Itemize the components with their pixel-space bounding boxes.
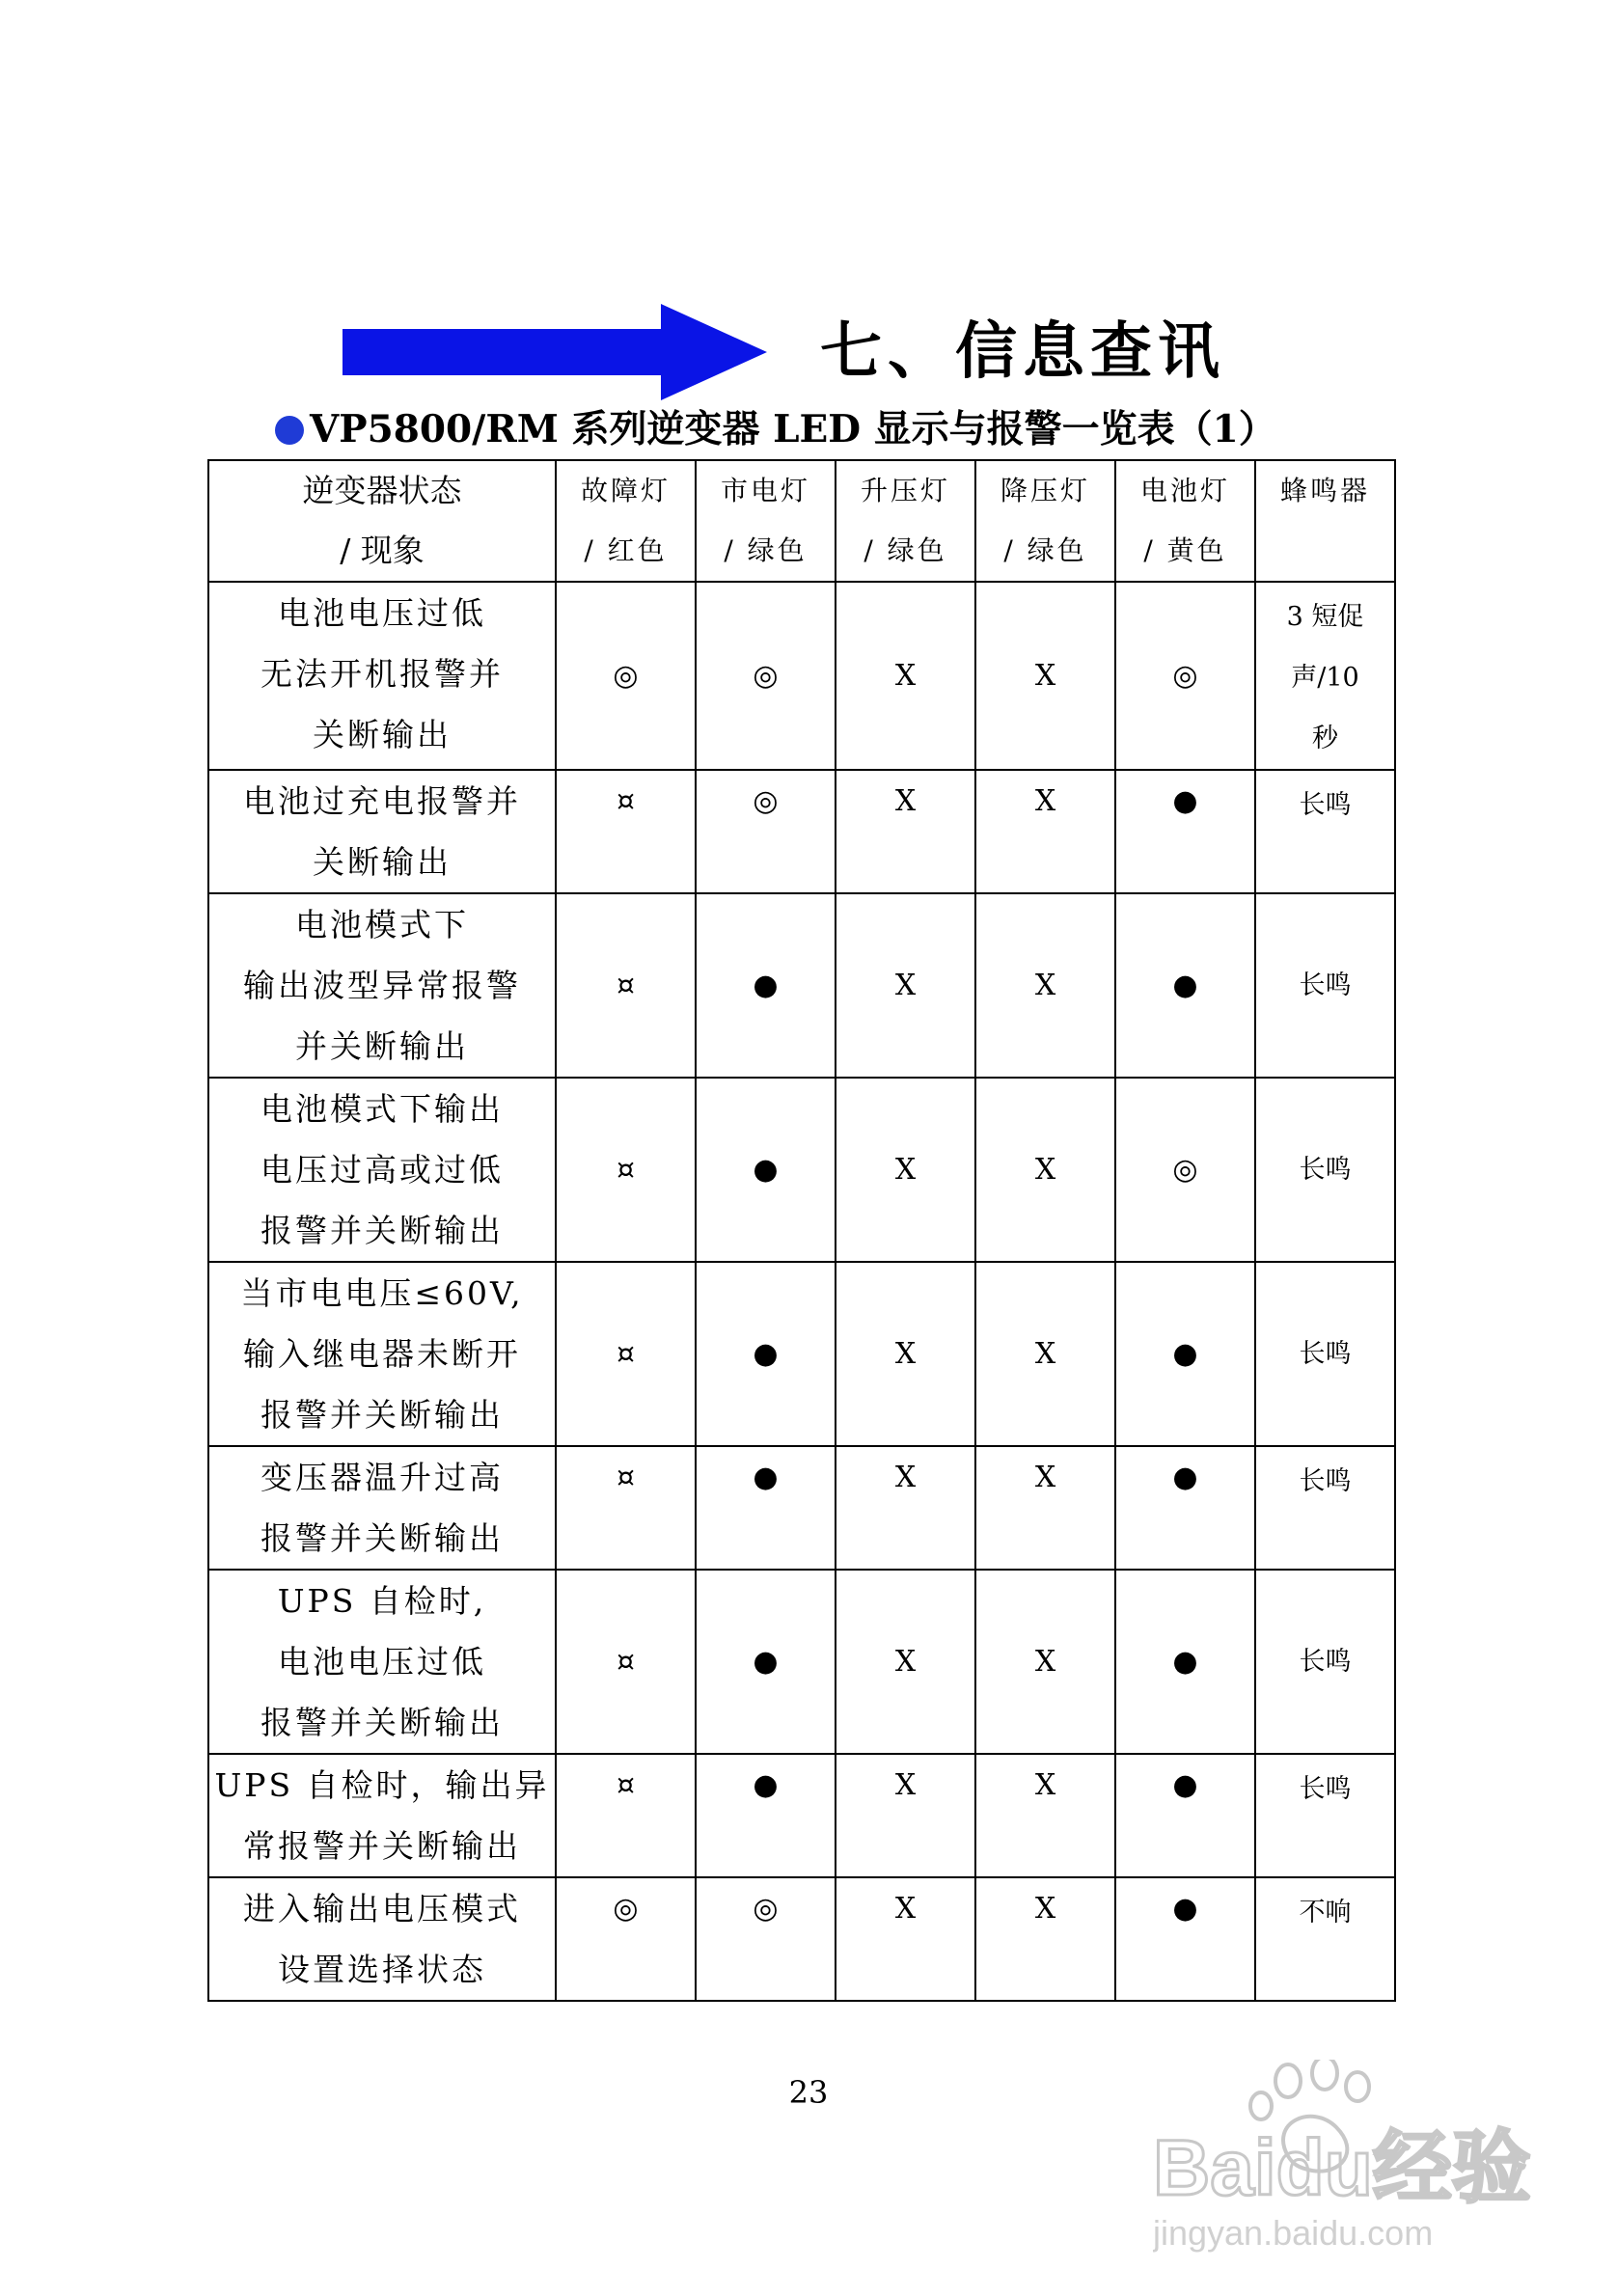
table-row — [208, 1446, 1395, 1570]
column-header — [1255, 460, 1395, 582]
led-indicator-cell: X — [975, 1754, 1115, 1877]
table-row — [208, 1262, 1395, 1446]
cell-line: 电池电压过低 — [278, 594, 486, 632]
cell-line: 长鸣 — [1299, 790, 1352, 820]
right-arrow-icon — [343, 304, 767, 400]
column-header — [975, 460, 1115, 582]
cell-line: 报警并关断输出 — [260, 1519, 504, 1557]
table-row — [208, 1877, 1395, 2001]
led-indicator-cell: X — [975, 582, 1115, 770]
state-cell — [208, 582, 556, 770]
cell-line: 长鸣 — [1299, 970, 1352, 1000]
led-indicator-cell: ¤ — [556, 893, 696, 1078]
cell-line: 电池灯 — [1139, 475, 1230, 506]
led-indicator-cell: ● — [1115, 893, 1255, 1078]
led-indicator-cell: ◎ — [1115, 582, 1255, 770]
led-indicator-cell: ◎ — [556, 582, 696, 770]
led-indicator-cell: ● — [1115, 1262, 1255, 1446]
cell-line: 升压灯 — [860, 475, 950, 506]
buzzer-cell — [1255, 893, 1395, 1078]
led-indicator-cell: ● — [696, 893, 836, 1078]
led-indicator-cell: ¤ — [556, 1078, 696, 1262]
column-header — [556, 460, 696, 582]
state-cell — [208, 1446, 556, 1570]
cell-line: 电池模式下输出 — [260, 1090, 504, 1128]
led-indicator-cell: ● — [1115, 1446, 1255, 1570]
led-indicator-cell: ◎ — [696, 770, 836, 893]
buzzer-cell — [1255, 1754, 1395, 1877]
cell-line: 输入继电器未断开 — [243, 1335, 521, 1373]
section-title: 七、信息查讯 — [820, 315, 1225, 388]
cell-line: / 绿色 — [1003, 534, 1087, 566]
cell-line: 不响 — [1299, 1898, 1352, 1927]
cell-line: / 绿色 — [863, 534, 947, 566]
cell-line: / 现象 — [340, 532, 425, 569]
led-indicator-cell: X — [975, 893, 1115, 1078]
column-header — [1115, 460, 1255, 582]
led-indicator-cell: X — [975, 1877, 1115, 2001]
cell-line: UPS 自检时, — [277, 1582, 487, 1620]
buzzer-cell — [1255, 1446, 1395, 1570]
led-indicator-cell: ¤ — [556, 1446, 696, 1570]
buzzer-cell — [1255, 582, 1395, 770]
cell-line: 电池电压过低 — [278, 1643, 486, 1681]
cell-line: 当市电电压≤60V, — [240, 1274, 524, 1312]
cell-line: 声/10 — [1291, 663, 1359, 693]
led-alarm-table — [207, 459, 1396, 2002]
state-cell — [208, 1078, 556, 1262]
led-indicator-cell: X — [975, 1570, 1115, 1754]
state-cell — [208, 1570, 556, 1754]
cell-line: 市电灯 — [720, 475, 810, 506]
table-row — [208, 893, 1395, 1078]
table-row — [208, 1570, 1395, 1754]
cell-line: 长鸣 — [1299, 1774, 1352, 1804]
led-indicator-cell: ◎ — [696, 582, 836, 770]
cell-line: 电池过充电报警并 — [243, 782, 521, 820]
led-indicator-cell: ● — [696, 1754, 836, 1877]
table-row — [208, 770, 1395, 893]
led-indicator-cell: ● — [1115, 770, 1255, 893]
state-cell — [208, 1754, 556, 1877]
led-indicator-cell: X — [975, 770, 1115, 893]
led-indicator-cell: ● — [696, 1078, 836, 1262]
table-caption — [275, 400, 1276, 458]
cell-line: 蜂鸣器 — [1279, 475, 1370, 506]
table-row — [208, 1754, 1395, 1877]
buzzer-cell — [1255, 1877, 1395, 2001]
led-indicator-cell: X — [836, 1570, 975, 1754]
led-indicator-cell: ● — [696, 1446, 836, 1570]
led-indicator-cell: X — [836, 1877, 975, 2001]
led-indicator-cell: ● — [1115, 1570, 1255, 1754]
led-indicator-cell: ● — [1115, 1877, 1255, 2001]
buzzer-cell — [1255, 770, 1395, 893]
buzzer-cell — [1255, 1570, 1395, 1754]
led-indicator-cell: ● — [696, 1570, 836, 1754]
led-indicator-cell: ¤ — [556, 770, 696, 893]
led-indicator-cell: X — [836, 893, 975, 1078]
cell-line: 降压灯 — [1000, 475, 1090, 506]
cell-line: 进入输出电压模式 — [243, 1890, 521, 1927]
cell-line: 长鸣 — [1299, 1466, 1352, 1496]
section-header — [343, 304, 1225, 400]
table-caption-text: VP5800/RM 系列逆变器 LED 显示与报警一览表（1） — [310, 407, 1276, 451]
page-number: 23 — [788, 2074, 829, 2111]
cell-line: 常报警并关断输出 — [243, 1827, 521, 1865]
cell-line: / 黄色 — [1143, 534, 1227, 566]
led-indicator-cell: ◎ — [556, 1877, 696, 2001]
buzzer-cell — [1255, 1262, 1395, 1446]
led-indicator-cell: X — [975, 1078, 1115, 1262]
led-indicator-cell: X — [836, 1754, 975, 1877]
state-cell — [208, 893, 556, 1078]
cell-line: / 绿色 — [724, 534, 808, 566]
baidu-jingyan-watermark — [1153, 2060, 1539, 2253]
cell-line: 3 短促 — [1286, 602, 1364, 632]
led-indicator-cell: X — [836, 1262, 975, 1446]
led-indicator-cell: X — [836, 770, 975, 893]
cell-line: 关断输出 — [313, 716, 452, 753]
header-row — [208, 460, 1395, 582]
state-cell — [208, 770, 556, 893]
cell-line: 长鸣 — [1299, 1339, 1352, 1369]
led-indicator-cell: X — [975, 1446, 1115, 1570]
cell-line: 长鸣 — [1299, 1647, 1352, 1677]
led-indicator-cell: X — [975, 1262, 1115, 1446]
cell-line: 关断输出 — [313, 843, 452, 881]
cell-line: 输出波型异常报警 — [243, 967, 521, 1004]
table-row — [208, 582, 1395, 770]
column-header — [208, 460, 556, 582]
buzzer-cell — [1255, 1078, 1395, 1262]
led-indicator-cell: X — [836, 582, 975, 770]
led-indicator-cell: ¤ — [556, 1262, 696, 1446]
led-indicator-cell: ¤ — [556, 1754, 696, 1877]
watermark-brand: Baidu经验 — [1153, 2124, 1531, 2212]
state-cell — [208, 1877, 556, 2001]
led-indicator-cell: ● — [696, 1262, 836, 1446]
cell-line: 并关断输出 — [295, 1027, 469, 1065]
cell-line: 故障灯 — [580, 475, 671, 506]
column-header — [836, 460, 975, 582]
watermark-url: jingyan.baidu.com — [1153, 2213, 1434, 2253]
table-row — [208, 1078, 1395, 1262]
cell-line: 无法开机报警并 — [260, 655, 504, 693]
led-indicator-cell: ● — [1115, 1754, 1255, 1877]
led-indicator-cell: ¤ — [556, 1570, 696, 1754]
cell-line: 长鸣 — [1299, 1155, 1352, 1185]
column-header — [696, 460, 836, 582]
led-indicator-cell: ◎ — [696, 1877, 836, 2001]
led-indicator-cell: X — [836, 1078, 975, 1262]
cell-line: 设置选择状态 — [278, 1951, 486, 1988]
cell-line: / 红色 — [584, 534, 668, 566]
cell-line: 逆变器状态 — [302, 472, 462, 509]
cell-line: 报警并关断输出 — [260, 1704, 504, 1741]
bullet-icon — [275, 416, 304, 445]
cell-line: 变压器温升过高 — [260, 1459, 504, 1496]
state-cell — [208, 1262, 556, 1446]
led-indicator-cell: X — [836, 1446, 975, 1570]
cell-line: 报警并关断输出 — [260, 1212, 504, 1249]
cell-line: 报警并关断输出 — [260, 1396, 504, 1434]
led-indicator-cell: ◎ — [1115, 1078, 1255, 1262]
cell-line: 电池模式下 — [295, 906, 469, 943]
cell-line: UPS 自检时，输出异 — [214, 1766, 550, 1804]
cell-line: 电压过高或过低 — [260, 1151, 504, 1189]
cell-line: 秒 — [1312, 724, 1338, 753]
